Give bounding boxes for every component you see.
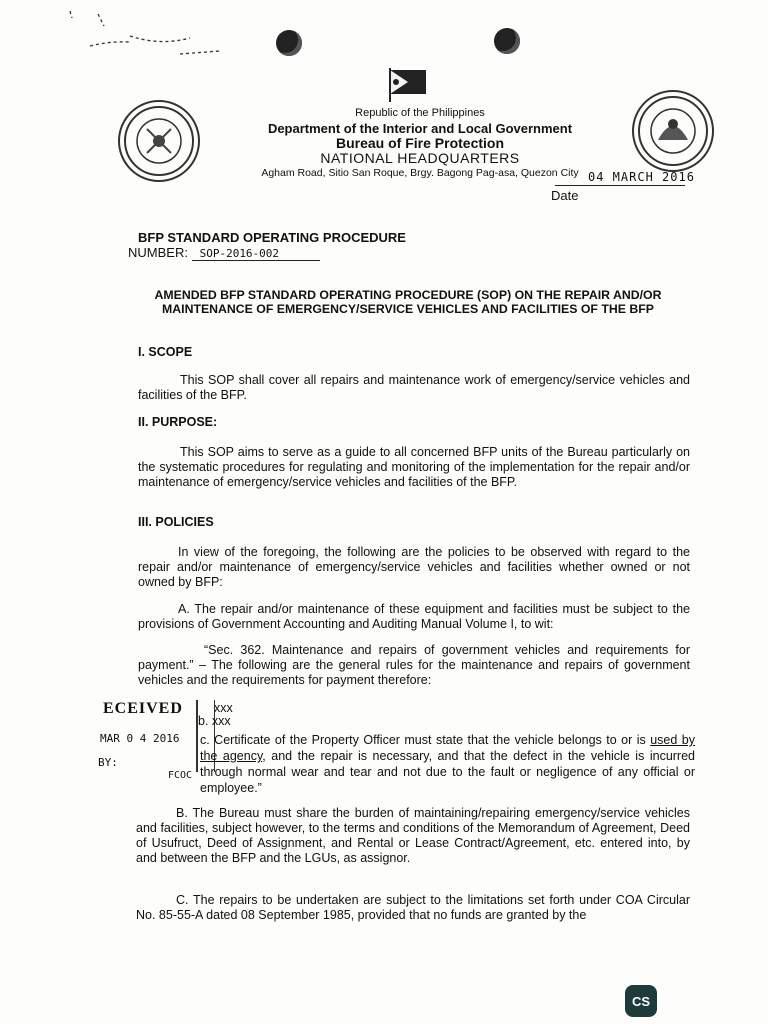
- item-c-suffix: , and the repair is necessary, and that the defect in the vehicle is incurred through normal wear and tear and not due to the fault or negligence of any official or employee.”: [200, 749, 695, 795]
- sop-number-label: NUMBER:: [128, 245, 188, 260]
- punch-hole-left: [276, 30, 302, 56]
- policy-b: B. The Bureau must share the burden of maintaining/repairing emergency/service vehicles and facilities, subject however, to the terms and conditions of the Memorandum of Agreement, Deed of Usufruct, Deed of Assignment, and Rental or Lease Contract/Agreement, etc. entered into, by and between the BFP and the LGUs, as assignor.: [136, 806, 690, 865]
- department-name: Department of the Interior and Local Government: [267, 121, 573, 136]
- scope-text: This SOP shall cover all repairs and maintenance work of emergency/service vehicles and facilities of the BFP.: [138, 373, 690, 402]
- punch-hole-right: [494, 28, 520, 54]
- letterhead: [220, 106, 620, 181]
- sop-heading: BFP STANDARD OPERATING PROCEDURE: [138, 230, 406, 245]
- bureau-name: Bureau of Fire Protection: [335, 135, 505, 151]
- list-item-a: xxx: [214, 701, 233, 715]
- purpose-text: This SOP aims to serve as a guide to all concerned BFP units of the Bureau particularly on the systematic procedures for regulating and monitoring of the implementation for the repair and/or maintenance of emergency/service vehicles and facilities of the BFP.: [138, 445, 690, 489]
- date-underline: [555, 185, 685, 186]
- camscanner-badge-icon: CS: [625, 985, 657, 1017]
- purpose-heading: II. PURPOSE:: [138, 415, 218, 429]
- address-text: Agham Road, Sitio San Roque, Brgy. Bagong Pag-asa, Quezon City: [261, 167, 579, 179]
- policy-c: C. The repairs to be undertaken are subject to the limitations set forth under COA Circular No. 85-55-A dated 08 September 1985, provided that no funds are granted by the: [136, 893, 690, 922]
- policies-heading: III. POLICIES: [138, 515, 214, 529]
- received-stamp: ECEIVED: [103, 700, 183, 717]
- philippine-flag-icon: [384, 66, 430, 102]
- sop-number-value: SOP-2016-002: [192, 247, 320, 261]
- section-362-quote: “Sec. 362. Maintenance and repairs of government vehicles and requirements for payment.” – The following are the general rules for the maintenance and repairs of government vehicles and the requirements for payment therefore:: [138, 643, 690, 687]
- received-by-label: BY:: [98, 756, 118, 769]
- list-item-b: b. xxx: [198, 714, 231, 728]
- received-office: FCOC: [168, 770, 193, 781]
- document-title: AMENDED BFP STANDARD OPERATING PROCEDURE (SOP) ON THE REPAIR AND/OR MAINTENANCE OF EMERGENCY/SERVICE VEHICLES AND FACILITIES OF THE BFP: [154, 288, 662, 316]
- scope-heading: I. SCOPE: [138, 345, 193, 359]
- dilg-seal-logo: [118, 100, 200, 182]
- item-c-prefix: c. Certificate of the Property Officer must state that the vehicle belongs to or is: [200, 733, 651, 747]
- received-date: MAR 0 4 2016: [100, 732, 180, 745]
- item-c-underlined: used by the agency: [200, 733, 696, 763]
- date-label: Date: [551, 188, 579, 203]
- republic-text: Republic of the Philippines: [355, 107, 485, 119]
- bfp-seal-logo: [632, 90, 714, 172]
- policy-a: A. The repair and/or maintenance of these equipment and facilities must be subject to the provisions of Government Accounting and Auditing Manual Volume I, to wit:: [138, 602, 690, 631]
- sop-number-row: [128, 245, 320, 261]
- list-item-c: [200, 732, 695, 796]
- date-value: 04 MARCH 2016: [588, 170, 695, 184]
- policies-intro: In view of the foregoing, the following are the policies to be observed with regard to the repair and/or maintenance of emergency/service vehicles and facilities whether owned or not owned by BFP:: [138, 545, 690, 589]
- headquarters-name: NATIONAL HEADQUARTERS: [320, 150, 520, 166]
- handwritten-scribble: [60, 6, 260, 76]
